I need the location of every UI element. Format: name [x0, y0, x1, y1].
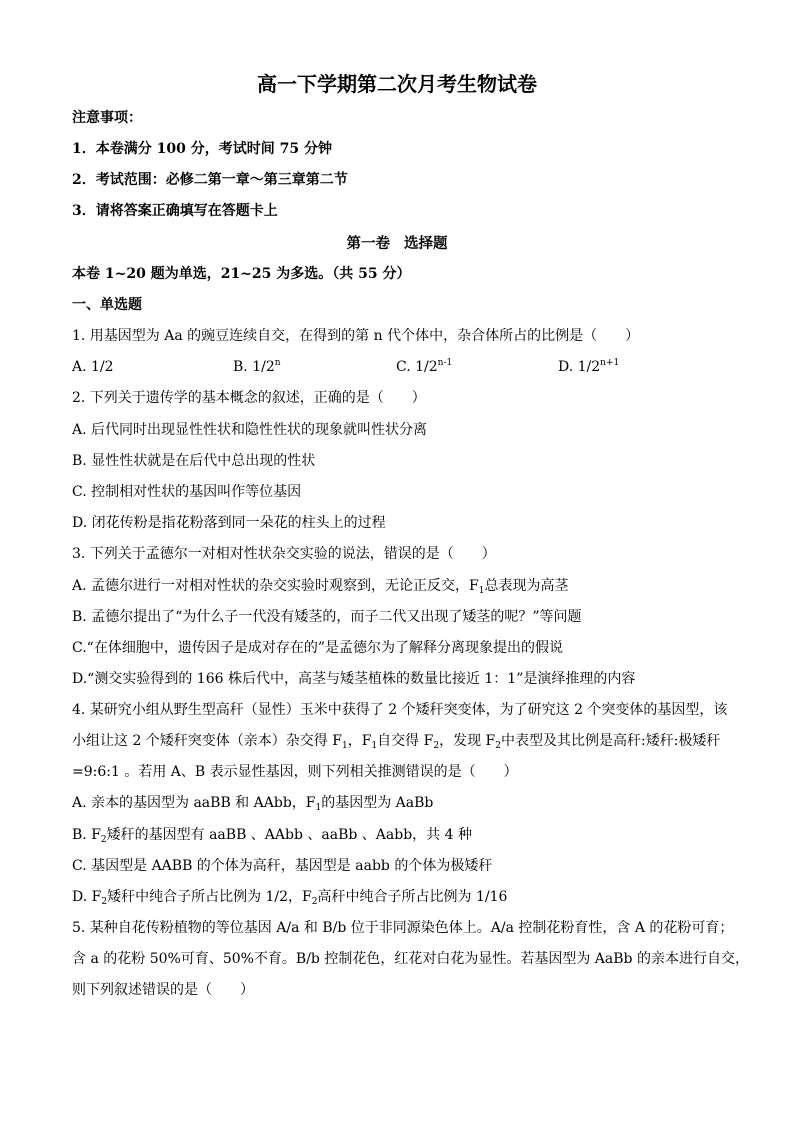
section-part: 第一卷 — [346, 235, 390, 252]
q3-option-c: C.“在体细胞中，遗传因子是成对存在的”是孟德尔为了解释分离现象提出的假说 — [72, 640, 563, 656]
section-heading — [0, 234, 794, 254]
subsection-heading: 一、单选题 — [72, 297, 142, 313]
notice-heading: 注意事项： — [72, 110, 142, 126]
q2-option-a: A. 后代同时出现显性性状和隐性性状的现象就叫性状分离 — [72, 422, 428, 438]
q1-option-d: D. $1/2^{n+1}$ — [558, 358, 620, 375]
q3-option-a: A. 孟德尔进行一对相对性状的杂交实验时观察到，无论正反交，$F_1$总表现为高茎 — [72, 578, 569, 596]
q4-option-d: D. $F_2$矮秆中纯合子所占比例为 1/2，$F_2$高秆中纯合子所占比例为 1/16 — [72, 889, 508, 907]
q4-stem-line3: =9:6:1 。若用 A、B 表示显性基因，则下列相关推测错误的是（ ） — [72, 764, 518, 780]
q3-option-b: B. 孟德尔提出了“为什么子一代没有矮茎的，而子二代又出现了矮茎的呢？”等问题 — [72, 609, 582, 625]
q3-option-d: D.“测交实验得到的 166 株后代中，高茎与矮茎植株的数量比接近 1：1”是演绎推理的内容 — [72, 671, 636, 687]
q1-option-a: A. 1/2 — [72, 359, 114, 375]
q1-option-c: C. 1/2$^{n-1}$ — [396, 358, 453, 375]
q3-stem: 3. 下列关于孟德尔一对相对性状杂交实验的说法，错误的是（ ） — [72, 546, 496, 562]
section-name: 选择题 — [404, 235, 448, 252]
notice-item-3: 3．请将答案正确填写在答题卡上 — [72, 203, 278, 219]
q1-stem: 1. 用基因型为 Aa 的豌豆连续自交，在得到的第 n 代个体中，杂合体所占的比例是（ ） — [72, 328, 640, 344]
q5-stem-line1: 5. 某种自花传粉植物的等位基因 A/a 和 B/b 位于非同源染色体上。A/a 控制花粉育性，含 A 的花粉可育； — [72, 920, 734, 936]
q2-stem: 2. 下列关于遗传学的基本概念的叙述，正确的是（ ） — [72, 390, 426, 406]
q2-option-c: C. 控制相对性状的基因叫作等位基因 — [72, 484, 302, 500]
notice-item-2: 2．考试范围：必修二第一章～第三章第二节 — [72, 172, 348, 188]
q5-stem-line3: 则下列叙述错误的是（ ） — [72, 982, 254, 998]
section-description: 本卷 1~20 题为单选，21~25 为多选。（共 55 分） — [72, 266, 411, 282]
q4-stem-line2: 小组让这 2 个矮秆突变体（亲本）杂交得 $F_1$，$F_1$自交得 $F_2$，发现 $F_2$中表型及其比例是高秆:矮秆:极矮秆 — [72, 733, 721, 751]
exam-title: 高一下学期第二次月考生物试卷 — [257, 72, 537, 96]
q2-option-b: B. 显性性状就是在后代中总出现的性状 — [72, 453, 316, 469]
q1-option-b: B. 1/2$^n$ — [233, 358, 281, 375]
q4-option-c: C. 基因型是 AABB 的个体为高秆，基因型是 aabb 的个体为极矮秆 — [72, 858, 493, 874]
notice-item-1: 1．本卷满分 100 分，考试时间 75 分钟 — [72, 141, 332, 157]
q4-stem-line1: 4. 某研究小组从野生型高秆（显性）玉米中获得了 2 个矮秆突变体，为了研究这 2 个突变体的基因型，该 — [72, 702, 728, 718]
q2-option-d: D. 闭花传粉是指花粉落到同一朵花的柱头上的过程 — [72, 515, 386, 531]
q4-option-a: A. 亲本的基因型为 aaBB 和 AAbb，$F_1$的基因型为 AaBb — [72, 795, 434, 813]
q5-stem-line2: 含 a 的花粉 50%可育、50%不育。B/b 控制花色，红花对白花为显性。若基因型为 AaBb 的亲本进行自交， — [72, 951, 749, 967]
q4-option-b: B. $F_2$矮秆的基因型有 aaBB 、AAbb 、aaBb 、Aabb，共 4 种 — [72, 827, 472, 845]
